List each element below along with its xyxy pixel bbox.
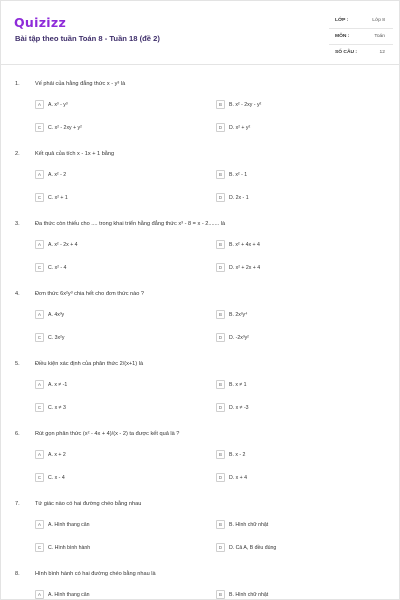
option-text: C. x - 4 (48, 475, 65, 481)
option-letter-badge: B (216, 520, 225, 529)
option-text: A. x² - 2 (48, 172, 67, 178)
question-text: Điều kiện xác định của phân thức 2/(x+1) là (35, 361, 144, 367)
option-letter-badge: C (35, 333, 44, 342)
question-text: Đơn thức 6x²y³ chia hết cho đơn thức nào ? (35, 291, 145, 297)
question-number: 3. (15, 221, 20, 227)
option-text: A. x + 2 (48, 452, 66, 458)
option-letter-badge: B (216, 310, 225, 319)
option-text: D. x² + y² (229, 125, 251, 131)
question-number: 1. (15, 81, 20, 87)
option-letter-badge: A (35, 240, 44, 249)
question-text: Tứ giác nào có hai đường chéo bằng nhau (35, 501, 142, 507)
question-text: Vế phải của hằng đẳng thức x - y³ là (35, 81, 126, 87)
option-letter-badge: A (35, 170, 44, 179)
option-letter-badge: C (35, 543, 44, 552)
question-number: 7. (15, 501, 20, 507)
option-letter-badge: B (216, 170, 225, 179)
option-letter-badge: A (35, 450, 44, 459)
subject-value: Toán (374, 34, 385, 39)
option-text: C. x² - 4 (48, 265, 67, 271)
option-letter-badge: C (35, 473, 44, 482)
quizizz-logo: Quizizz (14, 15, 67, 30)
option-letter-badge: C (35, 123, 44, 132)
question-number: 2. (15, 151, 20, 157)
option-text: C. x² - 2xy + y² (48, 125, 82, 131)
option-text: B. Hình chữ nhật (229, 592, 269, 598)
option-text: D. x + 4 (229, 475, 248, 481)
question-number: 6. (15, 431, 20, 437)
option-text: C. x ≠ 3 (48, 405, 66, 411)
option-text: D. 2x - 1 (229, 195, 249, 201)
option-letter-badge: A (35, 520, 44, 529)
page-title: Bài tập theo tuần Toán 8 - Tuần 18 (đề 2) (15, 34, 160, 43)
option-letter-badge: B (216, 240, 225, 249)
option-text: B. 2x²y⁴ (229, 312, 248, 318)
question-number: 4. (15, 291, 20, 297)
class-label: LỚP : (335, 18, 349, 23)
meta-row-count (329, 45, 393, 61)
option-text: D. x ≠ -3 (229, 405, 249, 411)
option-text: B. x² - 2xy - y² (229, 102, 262, 108)
option-letter-badge: D (216, 543, 225, 552)
option-letter-badge: C (35, 403, 44, 412)
option-text: D. Cả A, B đều đúng (229, 545, 277, 551)
class-value: Lớp 8 (372, 18, 385, 23)
question-text: Kết quả của tích x - 1x + 1 bằng (35, 151, 115, 157)
option-text: A. x² - 2x + 4 (48, 242, 78, 248)
question-count-label: SỐ CÂU : (335, 50, 358, 55)
option-letter-badge: D (216, 123, 225, 132)
option-text: A. x ≠ -1 (48, 382, 68, 388)
option-letter-badge: A (35, 100, 44, 109)
option-text: B. x - 2 (229, 452, 246, 458)
option-letter-badge: D (216, 263, 225, 272)
question-number: 5. (15, 361, 20, 367)
option-letter-badge: C (35, 193, 44, 202)
meta-table (329, 13, 393, 61)
question-text: Hình bình hành có hai đường chéo bằng nhau là (35, 571, 156, 577)
question-text: Rút gọn phân thức (x² - 4x + 4)/(x - 2) ta được kết quả là ? (35, 431, 180, 437)
option-text: D. x² + 2x + 4 (229, 265, 261, 271)
option-letter-badge: A (35, 310, 44, 319)
meta-row-class (329, 13, 393, 29)
option-text: C. x² + 1 (48, 195, 68, 201)
question-count-value: 12 (379, 50, 385, 55)
option-letter-badge: C (35, 263, 44, 272)
option-letter-badge: B (216, 590, 225, 599)
question-number: 8. (15, 571, 20, 577)
option-letter-badge: D (216, 473, 225, 482)
option-letter-badge: B (216, 380, 225, 389)
option-text: A. x³ - y³ (48, 102, 68, 108)
option-text: C. Hình bình hành (48, 545, 91, 551)
option-letter-badge: A (35, 590, 44, 599)
option-text: B. x ≠ 1 (229, 382, 247, 388)
subject-label: MÔN : (335, 34, 350, 39)
option-text: A. 4x³y (48, 312, 65, 318)
option-letter-badge: B (216, 450, 225, 459)
meta-row-subject (329, 29, 393, 45)
option-text: A. Hình thang cân (48, 522, 90, 528)
option-text: C. 3x²y (48, 335, 65, 341)
question-text: Đa thức còn thiếu cho .... trong khai triển hằng đẳng thức x³ - 8 = x - 2....... là (35, 221, 226, 227)
option-text: A. Hình thang cân (48, 592, 90, 598)
option-letter-badge: D (216, 403, 225, 412)
header-divider (1, 64, 400, 65)
option-text: D. -2x³y² (229, 335, 249, 341)
option-letter-badge: A (35, 380, 44, 389)
option-letter-badge: D (216, 333, 225, 342)
option-letter-badge: D (216, 193, 225, 202)
option-letter-badge: B (216, 100, 225, 109)
option-text: B. x² - 1 (229, 172, 248, 178)
option-text: B. Hình chữ nhật (229, 522, 269, 528)
option-text: B. x² + 4x + 4 (229, 242, 260, 248)
